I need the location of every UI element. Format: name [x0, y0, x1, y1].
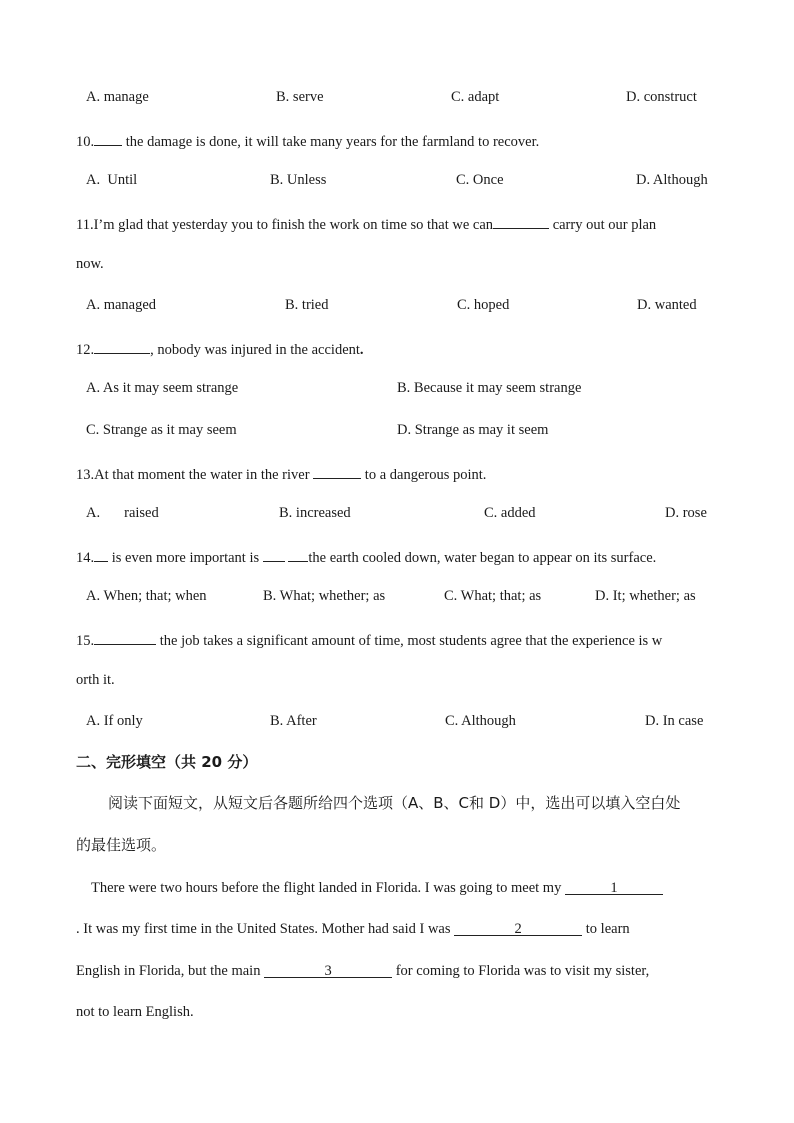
q11-option-d: D. wanted	[637, 297, 697, 313]
q11-option-a: A. managed	[86, 297, 157, 313]
blank-number: 2	[514, 921, 522, 937]
q10-option-b: B. Unless	[270, 172, 327, 188]
q15-stem-continued: orth it.	[76, 672, 115, 688]
q13-option-a	[86, 504, 159, 522]
q12-option-a: A. As it may seem strange	[86, 380, 239, 396]
q15-stem	[76, 629, 662, 650]
question-text: At that moment the water in the river	[94, 467, 314, 483]
cloze-blank-2	[454, 920, 582, 936]
cloze-blank-3	[264, 962, 392, 978]
question-text-cont: the earth cooled down, water began to appear on its surface.	[308, 550, 657, 566]
q15-option-c: C. Although	[445, 713, 516, 729]
q14-stem	[76, 546, 656, 567]
q10-option-d: D. Although	[636, 172, 708, 188]
q11-option-c: C. hoped	[457, 297, 510, 313]
answer-blank	[94, 338, 150, 354]
cloze-blank-1	[565, 879, 663, 895]
question-text-cont: to a dangerous point.	[361, 467, 487, 483]
q14-option-c: C. What; that; as	[444, 588, 542, 604]
q11-stem	[76, 213, 656, 234]
q15-option-a: A. If only	[86, 713, 143, 729]
option-text: raised	[124, 505, 159, 521]
q12-stem	[76, 338, 364, 359]
passage-line	[76, 920, 630, 938]
question-number: 14.	[76, 550, 95, 566]
q10-option-c: C. Once	[456, 172, 504, 188]
q13-option-b: B. increased	[279, 505, 351, 521]
q12-option-c: C. Strange as it may seem	[86, 422, 237, 438]
q14-option-a: A. When; that; when	[86, 588, 207, 604]
blank-number: 1	[610, 880, 618, 896]
q13-option-c: C. added	[484, 505, 536, 521]
question-number: 13.	[76, 467, 95, 483]
answer-blank	[288, 546, 308, 562]
q10-stem	[76, 130, 539, 151]
question-text: , nobody was injured in the accident	[150, 342, 360, 358]
passage-line	[91, 879, 663, 897]
passage-text: to learn	[582, 921, 630, 937]
q14-option-d: D. It; whether; as	[595, 588, 696, 604]
answer-blank	[313, 463, 361, 479]
answer-blank	[94, 130, 122, 146]
question-number: 11.	[76, 217, 94, 233]
section-heading: 二、完形填空（共 20 分）	[76, 753, 258, 771]
question-text: the damage is done, it will take many years for the farmland to recover.	[122, 134, 540, 150]
q13-option-d: D. rose	[665, 505, 707, 521]
section-instructions-continued: 的最佳选项。	[76, 836, 167, 854]
q13-stem	[76, 463, 486, 484]
q14-option-b: B. What; whether; as	[263, 588, 386, 604]
question-text: I’m glad that yesterday you to finish the work on time so that we can	[93, 217, 494, 233]
section-instructions: 阅读下面短文，从短文后各题所给四个选项（A、B、C和 D）中，选出可以填入空白处	[108, 794, 681, 812]
blank-number: 3	[324, 963, 332, 979]
q9-option-a: A. manage	[86, 89, 149, 105]
passage-text: for coming to Florida was to visit my sister,	[392, 963, 650, 979]
passage-line	[76, 962, 649, 980]
question-text: is even more important is	[108, 550, 263, 566]
answer-blank	[493, 213, 549, 229]
period-mark: .	[359, 342, 364, 358]
question-number: 10.	[76, 134, 95, 150]
q9-option-b: B. serve	[276, 89, 324, 105]
question-text: the job takes a significant amount of time, most students agree that the experience is w	[156, 633, 663, 649]
q11-stem-continued: now.	[76, 256, 104, 272]
answer-blank	[94, 546, 108, 562]
answer-blank	[263, 546, 285, 562]
passage-line: not to learn English.	[76, 1004, 194, 1020]
q9-option-d: D. construct	[626, 89, 697, 105]
q15-option-b: B. After	[270, 713, 317, 729]
q12-option-d: D. Strange as may it seem	[397, 422, 549, 438]
passage-text: English in Florida, but the main	[76, 963, 265, 979]
question-text-cont: carry out our plan	[549, 217, 657, 233]
q12-option-b: B. Because it may seem strange	[397, 380, 582, 396]
passage-text: . It was my first time in the United States. Mother had said I was	[76, 921, 455, 937]
q15-option-d: D. In case	[645, 713, 704, 729]
option-letter: A.	[86, 505, 101, 521]
question-number: 15.	[76, 633, 95, 649]
q10-option-a: A. Until	[86, 172, 138, 188]
question-number: 12.	[76, 342, 95, 358]
q11-option-b: B. tried	[285, 297, 329, 313]
answer-blank	[94, 629, 156, 645]
passage-text: There were two hours before the flight landed in Florida. I was going to meet my	[91, 880, 565, 896]
q9-option-c: C. adapt	[451, 89, 500, 105]
